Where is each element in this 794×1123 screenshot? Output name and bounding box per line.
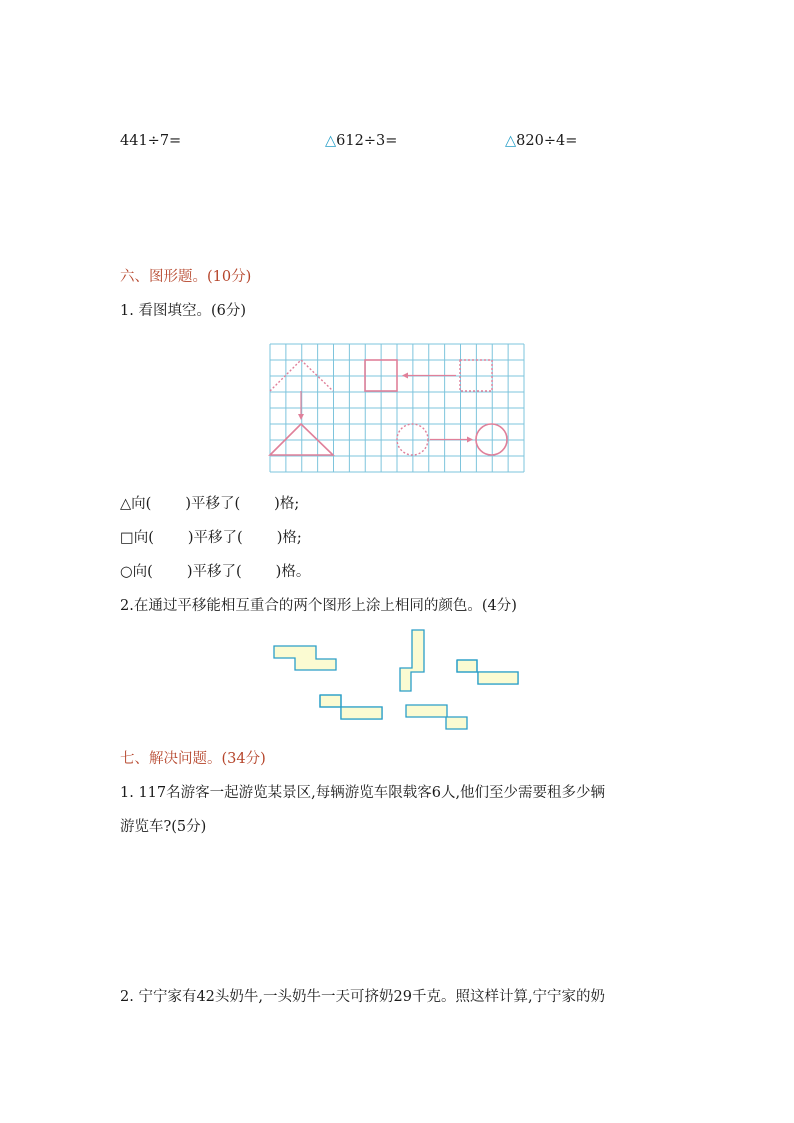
cells-label: )格; [274,496,300,512]
section7-score: (34分) [221,751,266,767]
moved-label: )平移了( [185,496,241,512]
division-problem-2 [325,134,397,149]
triangle-mark-icon: △ [325,133,337,149]
piece-3-body [478,672,518,684]
section6-question-2: 2.在通过平移能相互重合的两个图形上涂上相同的颜色。(4分) [120,598,517,614]
division-problem-3-text: 820÷4= [516,133,578,149]
square-shape-icon: □ [120,530,134,546]
section7-title: 七、解决问题。 [120,751,222,767]
piece-4-body [341,707,382,719]
translation-grid-figure [270,344,524,472]
section6-question-1: 1. 看图填空。(6分) [120,303,246,319]
section7-heading [120,752,266,767]
translation-pieces-figure [270,628,525,734]
blank-row-triangle [120,497,299,512]
section6-score: (10分) [207,269,252,285]
square-arrow-head [402,373,408,379]
section7-question-1-line-1: 1. 117名游客一起游览某景区,每辆游览车限载客6人,他们至少需要租多少辆 [120,785,606,801]
section6-title: 六、图形题。 [120,269,207,285]
moved-label: )平移了( [187,530,243,546]
triangle-shape-icon: △ [120,496,132,512]
circle-arrow-head [467,437,473,443]
moved-label: )平移了( [186,564,242,580]
division-problem-3 [505,134,577,149]
cells-label: )格。 [275,564,311,580]
section7-question-2-line-1: 2. 宁宁家有42头奶牛,一头奶牛一天可挤奶29千克。照这样计算,宁宁家的奶 [120,989,606,1005]
blank-row-square [120,531,302,546]
piece-5[interactable] [406,705,467,729]
direction-label: 向( [131,496,152,512]
division-problem-2-text: 612÷3= [336,133,398,149]
piece-1[interactable] [274,646,336,670]
circle-shape-icon: ○ [120,564,133,580]
section6-heading [120,270,251,285]
triangle-arrow-head [298,414,304,420]
direction-label: 向( [133,530,154,546]
cells-label: )格; [276,530,302,546]
piece-2[interactable] [400,630,424,691]
blank-row-circle [120,565,310,580]
direction-label: 向( [132,564,153,580]
division-problem-1: 441÷7= [120,133,182,149]
section7-question-1-line-2: 游览车?(5分) [120,819,207,835]
triangle-mark-icon: △ [505,133,517,149]
